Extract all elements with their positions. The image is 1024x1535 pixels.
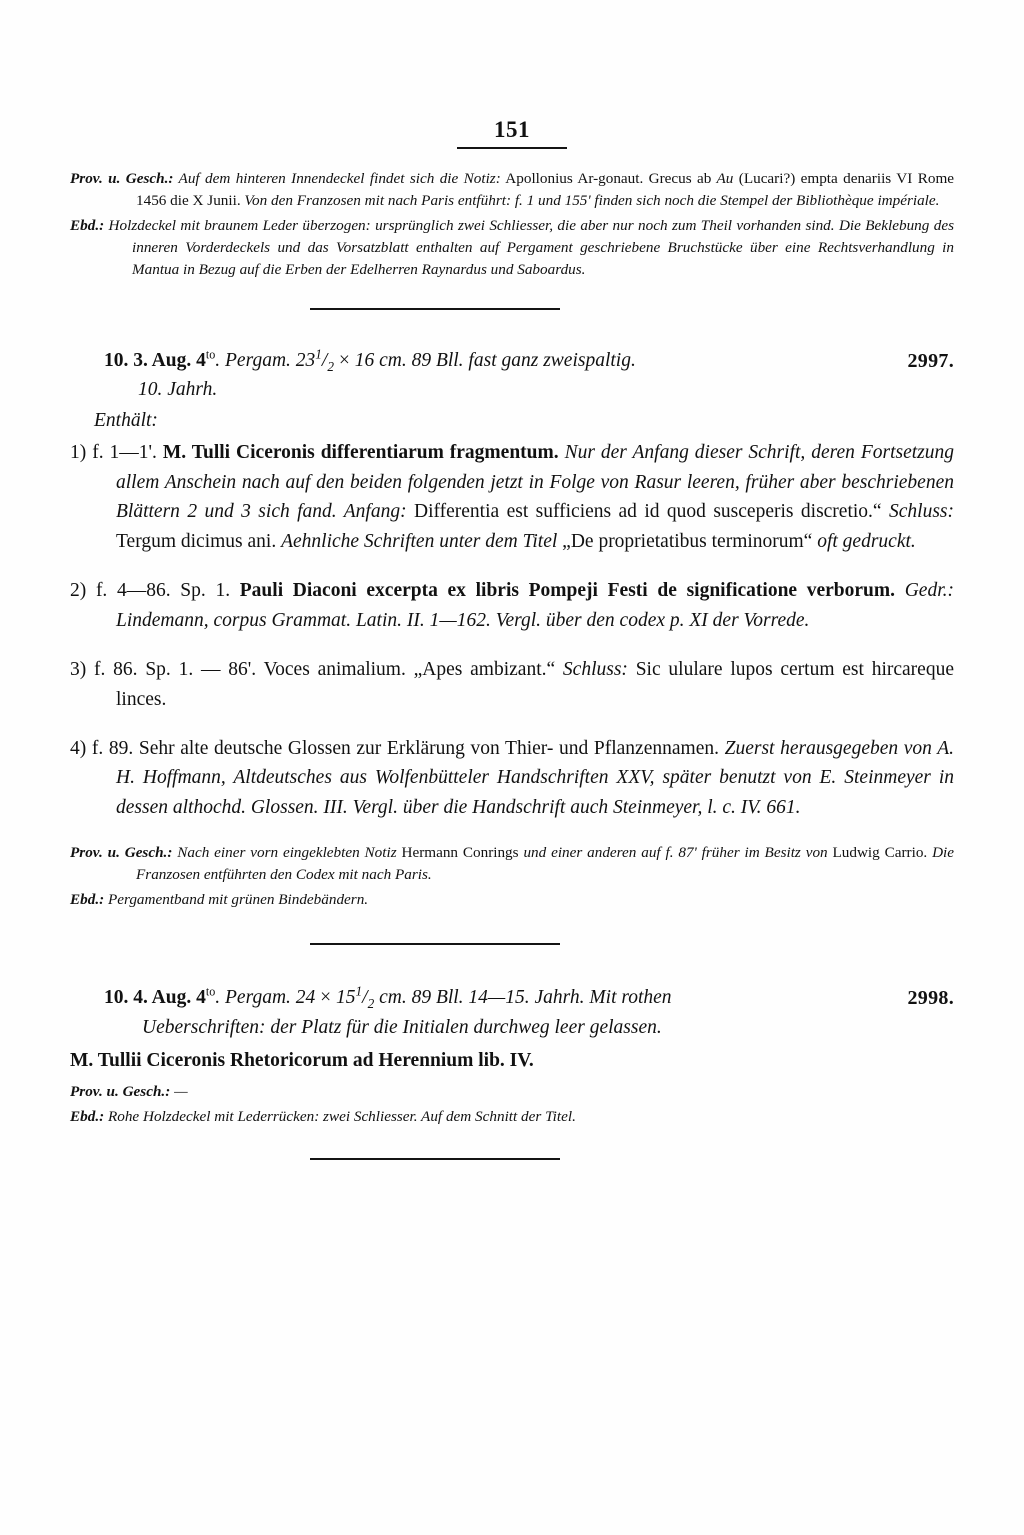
provenance-text-3: Au bbox=[711, 170, 739, 187]
item-1-note: Nur der Anfang dieser Schrift, deren Fortsetzung allem Anschein nach auf den beiden folgenden jetzt in Folge von Rasur leeren, früher aber beschriebenen Blättern 2 und 3 sich fand. Anfang: bbox=[116, 442, 955, 523]
entry-2997-heading bbox=[70, 346, 954, 405]
entry-2997-dimensions-post: 16 cm. 89 Bll. fast ganz zweispaltig. bbox=[349, 349, 636, 371]
binding-note-2998 bbox=[70, 1106, 954, 1128]
binding-text-2997: Pergamentband mit grünen Bindebändern. bbox=[104, 890, 369, 908]
separator-wrap-3 bbox=[70, 1158, 954, 1160]
binding-text-top: Holzdeckel mit braunem Leder überzogen: ursprünglich zwei Schliesser, die aber nur noch zum Theil vorhanden sind. Die Beklebung des inneren Vorderdeckels und das Vorsatzblatt enthalten auf Pergament geschriebene Bruchstücke über eine Rechtsverhandlung in Mantua in Bezug auf die Erben der Edelherren Raynardus und Saboardus. bbox=[104, 216, 954, 279]
fraction-solidus-2998: / bbox=[362, 987, 368, 1009]
shelfmark-ordinal-2998: to bbox=[205, 984, 216, 999]
separator-wrap-2 bbox=[70, 943, 954, 945]
provenance-text-1: Auf dem hinteren Innendeckel findet sich die Notiz: bbox=[173, 170, 501, 187]
item-1-note-2: Aehnliche Schriften unter dem Titel bbox=[281, 531, 563, 553]
provenance-2997-owner-1: Hermann Conrings bbox=[401, 844, 519, 862]
fraction-denominator-2998: 2 bbox=[367, 995, 375, 1011]
provenance-note-2997 bbox=[70, 842, 954, 887]
provenance-note-top bbox=[70, 168, 954, 213]
provenance-text-2998: — bbox=[170, 1083, 188, 1101]
item-1-title: M. Tulli Ciceronis differentiarum fragmentum. bbox=[162, 442, 559, 464]
item-1-incipit: Differentia est sufficiens ad id quod susceperis discretio.“ bbox=[406, 501, 889, 523]
entry-2998-dimensions-pre: . Pergam. 24 bbox=[215, 987, 316, 1009]
fraction-half-2997 bbox=[315, 346, 334, 376]
catalog-entry-2998 bbox=[70, 983, 954, 1128]
entry-2998-dimensions-mid: 15 bbox=[331, 987, 356, 1009]
page-header bbox=[0, 118, 1024, 149]
item-3-number: 3) bbox=[70, 658, 87, 680]
fraction-half-2998 bbox=[356, 983, 375, 1013]
entry-2998-heading bbox=[70, 983, 954, 1013]
item-1-explicit: Tergum dicimus ani. bbox=[116, 531, 282, 553]
provenance-2997-owner-2: Ludwig Carrio. bbox=[832, 844, 928, 862]
contents-item-3 bbox=[70, 655, 954, 714]
item-2-folio-ref: f. 4—86. Sp. 1. bbox=[95, 580, 240, 602]
section-separator-2 bbox=[310, 943, 560, 945]
item-1-schluss-label: Schluss: bbox=[889, 501, 954, 523]
item-3-schluss-label: Schluss: bbox=[562, 658, 628, 680]
provenance-label-2997: Prov. u. Gesch.: bbox=[70, 844, 173, 862]
provenance-2997-text-5: Die Franzosen entführten den Codex mit nach Paris. bbox=[136, 844, 955, 884]
item-3-explicit: Sic ululare lupos certum est hircareque linces. bbox=[116, 658, 954, 710]
catalog-number-2997: 2997. bbox=[907, 349, 954, 372]
item-2-title: Pauli Diaconi excerpta ex libris Pompeji Festi de significatione verborum. bbox=[239, 580, 896, 602]
fraction-numerator-2998: 1 bbox=[355, 983, 363, 999]
provenance-text-5: Von den Franzosen mit nach Paris entführt: f. 1 und 155' finden sich noch die Stempel der Bibliothèque impériale. bbox=[240, 192, 940, 210]
catalog-number-2998: 2998. bbox=[907, 987, 954, 1010]
page-number-rule bbox=[457, 147, 567, 149]
entry-2998-subline: Ueberschriften: der Platz für die Initialen durchweg leer gelassen. bbox=[142, 1016, 662, 1038]
provenance-2997-text-3: und einer anderen auf f. 87' früher im Besitz von bbox=[518, 844, 833, 862]
binding-text-2998: Rohe Holzdeckel mit Lederrücken: zwei Schliesser. Auf dem Schnitt der Titel. bbox=[104, 1107, 576, 1125]
page-number: 151 bbox=[494, 117, 530, 142]
binding-label-2998: Ebd.: bbox=[70, 1107, 105, 1125]
item-4-folio-ref: f. 89. Sehr alte deutsche Glossen zur Erklärung von Thier- und Pflanzennamen. bbox=[91, 737, 725, 759]
provenance-note-2998 bbox=[70, 1081, 954, 1103]
item-2-number: 2) bbox=[70, 580, 87, 602]
provenance-text-4: (Lucari?) empta denariis VI Rome 1456 die X Junii. bbox=[136, 170, 954, 210]
contents-item-2 bbox=[70, 576, 954, 635]
entry-2998-work-title: M. Tullii Ciceronis Rhetoricorum ad Herennium lib. IV. bbox=[70, 1049, 534, 1071]
catalog-entry-2997 bbox=[70, 346, 954, 911]
fraction-denominator-2997: 2 bbox=[327, 358, 334, 374]
page-body bbox=[70, 168, 954, 1160]
contents-item-4 bbox=[70, 734, 954, 823]
times-glyph-2997: × bbox=[338, 349, 350, 371]
item-1-number: 1) bbox=[70, 442, 87, 464]
item-1-alt-title: „De proprietatibus terminorum“ bbox=[562, 531, 818, 553]
provenance-label-2998: Prov. u. Gesch.: bbox=[70, 1083, 171, 1101]
item-2-note: Gedr.: Lindemann, corpus Grammat. Latin. II. 1—162. Vergl. über den codex p. XI der Vorrede. bbox=[116, 580, 954, 631]
item-4-note: Zuerst herausgegeben von A. H. Hoffmann, Altdeutsches aus Wolfenbütteler Handschriften XXV, später benutzt von E. Steinmeyer in dessen althochd. Glossen. III. Vergl. über die Handschrift auch Steinmeyer, l. c. IV. 661. bbox=[116, 737, 954, 818]
entry-2997-dimensions-pre: . Pergam. 23 bbox=[215, 349, 316, 371]
fraction-solidus-2997: / bbox=[321, 349, 328, 371]
contents-label-2997: Enthält: bbox=[94, 409, 158, 431]
times-glyph-2998: × bbox=[320, 987, 332, 1009]
contents-item-1 bbox=[70, 438, 954, 557]
shelfmark-2997: 10. 3. Aug. 4 bbox=[104, 349, 206, 371]
shelfmark-ordinal-2997: to bbox=[205, 347, 216, 362]
binding-note-top bbox=[70, 215, 954, 282]
item-4-number: 4) bbox=[70, 737, 87, 759]
entry-2997-date: 10. Jahrh. bbox=[138, 379, 218, 401]
separator-wrap-1 bbox=[70, 308, 954, 310]
item-3-folio-ref: f. 86. Sp. 1. — 86'. Voces animalium. „Apes ambizant.“ bbox=[94, 658, 563, 680]
item-1-folio-ref: f. 1—1'. bbox=[92, 442, 163, 464]
shelfmark-2998: 10. 4. Aug. 4 bbox=[104, 987, 206, 1009]
item-1-tail: oft gedruckt. bbox=[817, 531, 916, 553]
binding-note-2997 bbox=[70, 889, 954, 911]
binding-label-top: Ebd.: bbox=[70, 216, 105, 234]
entry-2998-dimensions-post: cm. 89 Bll. 14—15. Jahrh. Mit rothen bbox=[374, 987, 672, 1009]
provenance-2997-text-1: Nach einer vorn eingeklebten Notiz bbox=[172, 844, 402, 862]
section-separator-1 bbox=[310, 308, 560, 310]
binding-label-2997: Ebd.: bbox=[70, 890, 105, 908]
fraction-numerator-2997: 1 bbox=[315, 346, 322, 362]
provenance-label-top: Prov. u. Gesch.: bbox=[70, 170, 174, 187]
section-separator-3 bbox=[310, 1158, 560, 1160]
provenance-text-2: Apollonius Ar-gonaut. Grecus ab bbox=[500, 170, 712, 187]
